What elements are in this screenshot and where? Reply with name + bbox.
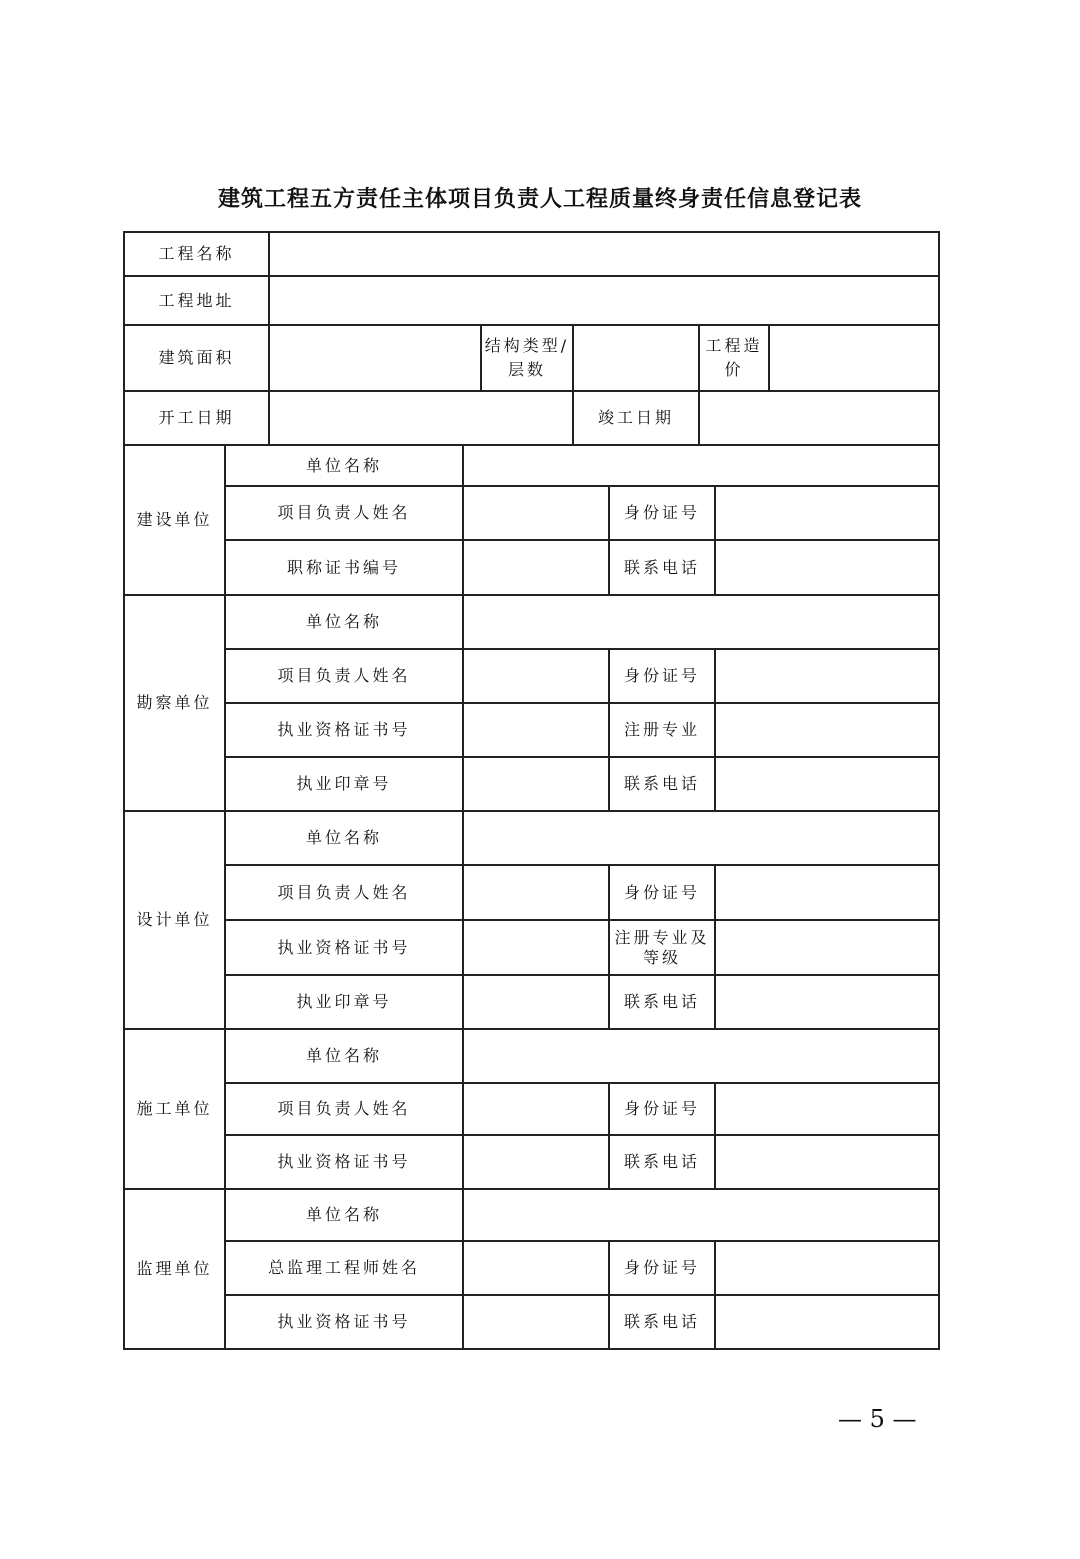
field-label: 注册专业	[609, 703, 715, 757]
field-label: 单位名称	[225, 595, 463, 649]
completion-date-field[interactable]	[699, 391, 939, 445]
field-value[interactable]	[463, 703, 609, 757]
field-value[interactable]	[715, 649, 939, 703]
project-cost-field[interactable]	[769, 325, 939, 391]
form-title: 建筑工程五方责任主体项目负责人工程质量终身责任信息登记表	[217, 187, 862, 212]
field-value[interactable]	[463, 1241, 609, 1295]
project-name-field[interactable]	[269, 232, 939, 276]
field-label: 单位名称	[225, 1029, 463, 1083]
project-address-field[interactable]	[269, 276, 939, 325]
field-value[interactable]	[715, 865, 939, 920]
field-label: 单位名称	[225, 445, 463, 486]
field-value[interactable]	[463, 865, 609, 920]
unit-row	[124, 703, 939, 757]
unit-row	[124, 757, 939, 811]
responsible-parties-table	[123, 444, 940, 1350]
field-label: 项目负责人姓名	[225, 486, 463, 540]
unit-row	[124, 486, 939, 540]
field-label: 联系电话	[609, 1295, 715, 1349]
building-area-field[interactable]	[269, 325, 481, 391]
field-label: 身份证号	[609, 486, 715, 540]
field-value[interactable]	[463, 595, 939, 649]
unit-name-label: 勘察单位	[124, 595, 225, 811]
field-label: 执业资格证书号	[225, 1135, 463, 1189]
field-value[interactable]	[715, 1083, 939, 1135]
field-label: 身份证号	[609, 1241, 715, 1295]
unit-row	[124, 1241, 939, 1295]
unit-row	[124, 595, 939, 649]
field-value[interactable]	[463, 540, 609, 595]
field-value[interactable]	[463, 811, 939, 865]
field-value[interactable]	[463, 445, 939, 486]
unit-row	[124, 1083, 939, 1135]
field-value[interactable]	[463, 649, 609, 703]
field-value[interactable]	[463, 486, 609, 540]
field-value[interactable]	[463, 1135, 609, 1189]
field-label: 身份证号	[609, 649, 715, 703]
project-info-table	[123, 231, 940, 446]
field-label: 总监理工程师姓名	[225, 1241, 463, 1295]
page-number: — 5 —	[838, 1405, 917, 1433]
field-label: 项目负责人姓名	[225, 865, 463, 920]
field-label: 联系电话	[609, 975, 715, 1029]
project-cost-label: 工程造价	[699, 325, 769, 391]
field-label: 执业资格证书号	[225, 920, 463, 975]
unit-row	[124, 649, 939, 703]
unit-row	[124, 540, 939, 595]
field-value[interactable]	[463, 920, 609, 975]
unit-name-label: 施工单位	[124, 1029, 225, 1189]
unit-row	[124, 1189, 939, 1241]
unit-row	[124, 865, 939, 920]
start-date-label: 开工日期	[124, 391, 269, 445]
unit-row	[124, 1295, 939, 1349]
field-label: 项目负责人姓名	[225, 1083, 463, 1135]
unit-row	[124, 920, 939, 975]
field-label: 执业印章号	[225, 975, 463, 1029]
field-value[interactable]	[715, 703, 939, 757]
field-label: 联系电话	[609, 540, 715, 595]
field-value[interactable]	[463, 1083, 609, 1135]
field-label: 联系电话	[609, 1135, 715, 1189]
field-label: 身份证号	[609, 1083, 715, 1135]
unit-row	[124, 1029, 939, 1083]
unit-name-label: 监理单位	[124, 1189, 225, 1349]
field-label: 项目负责人姓名	[225, 649, 463, 703]
field-value[interactable]	[715, 486, 939, 540]
field-value[interactable]	[463, 1295, 609, 1349]
project-name-label: 工程名称	[124, 232, 269, 276]
field-value[interactable]	[715, 757, 939, 811]
field-value[interactable]	[463, 757, 609, 811]
field-value[interactable]	[463, 1189, 939, 1241]
project-address-label: 工程地址	[124, 276, 269, 325]
field-label: 身份证号	[609, 865, 715, 920]
field-label: 单位名称	[225, 811, 463, 865]
structure-type-field[interactable]	[573, 325, 699, 391]
unit-row	[124, 1135, 939, 1189]
unit-row	[124, 975, 939, 1029]
field-value[interactable]	[715, 540, 939, 595]
field-value[interactable]	[715, 975, 939, 1029]
field-value[interactable]	[715, 1295, 939, 1349]
field-label: 执业印章号	[225, 757, 463, 811]
unit-row	[124, 811, 939, 865]
structure-type-label: 结构类型/层数	[481, 325, 573, 391]
unit-name-label: 设计单位	[124, 811, 225, 1029]
field-value[interactable]	[715, 1241, 939, 1295]
building-area-label: 建筑面积	[124, 325, 269, 391]
field-label: 执业资格证书号	[225, 703, 463, 757]
field-label: 联系电话	[609, 757, 715, 811]
field-value[interactable]	[715, 1135, 939, 1189]
field-label: 单位名称	[225, 1189, 463, 1241]
field-value[interactable]	[715, 920, 939, 975]
field-value[interactable]	[463, 975, 609, 1029]
field-label: 执业资格证书号	[225, 1295, 463, 1349]
field-label: 注册专业及等级	[609, 920, 715, 975]
completion-date-label: 竣工日期	[573, 391, 699, 445]
field-value[interactable]	[463, 1029, 939, 1083]
unit-row	[124, 445, 939, 486]
start-date-field[interactable]	[269, 391, 573, 445]
unit-name-label: 建设单位	[124, 445, 225, 595]
field-label: 职称证书编号	[225, 540, 463, 595]
